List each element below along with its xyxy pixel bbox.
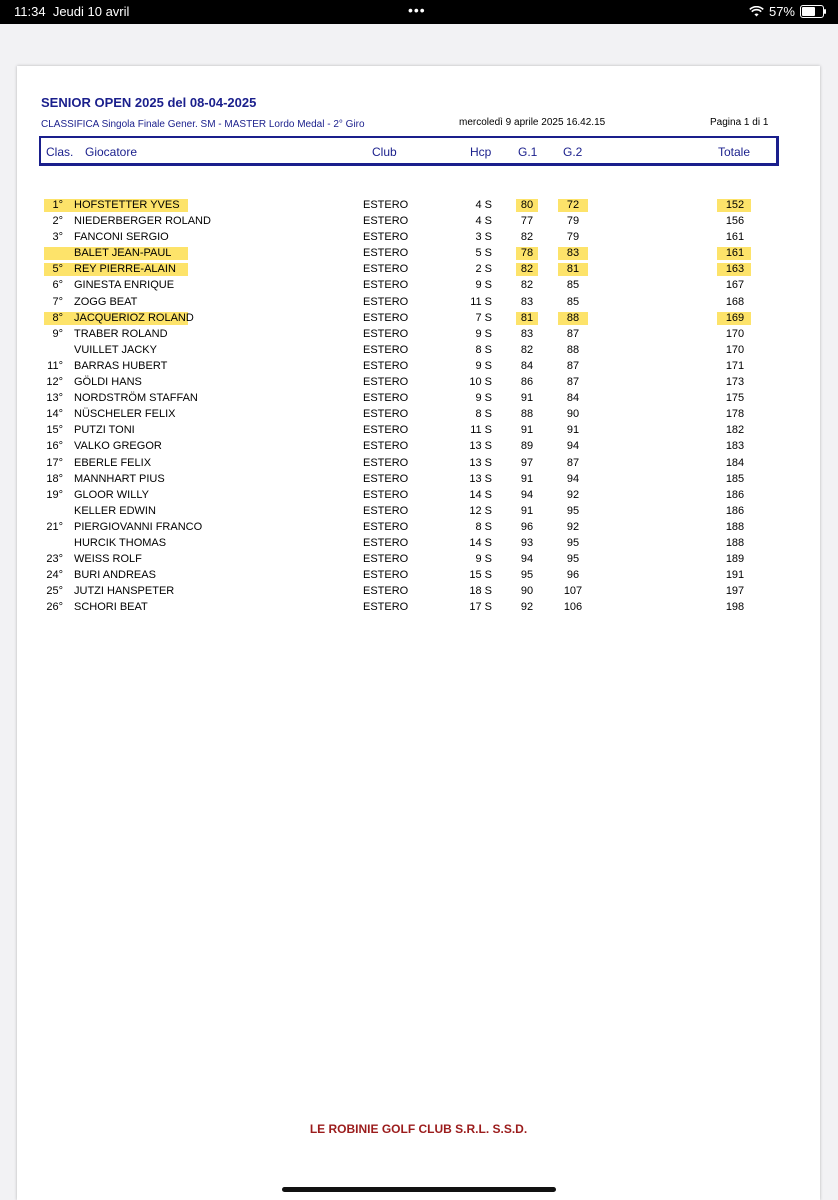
cell-rank: 9° bbox=[52, 327, 63, 340]
cell-g2: 92 bbox=[566, 520, 580, 533]
cell-hcp: 9 S bbox=[475, 279, 492, 292]
cell-total: 197 bbox=[725, 585, 745, 598]
cell-total: 156 bbox=[725, 215, 745, 228]
cell-name: SCHORI BEAT bbox=[74, 601, 148, 614]
cell-g1: 92 bbox=[520, 601, 534, 614]
cell-club: ESTERO bbox=[363, 327, 409, 340]
cell-name: KELLER EDWIN bbox=[74, 504, 156, 517]
cell-club: ESTERO bbox=[363, 472, 409, 485]
cell-name: PIERGIOVANNI FRANCO bbox=[74, 520, 203, 533]
cell-g2: 106 bbox=[563, 601, 583, 614]
cell-total: 152 bbox=[725, 199, 745, 211]
cell-g1: 93 bbox=[520, 536, 534, 549]
cell-rank: 17° bbox=[46, 456, 63, 469]
cell-club: ESTERO bbox=[363, 569, 409, 582]
col-header-g2: G.2 bbox=[563, 145, 583, 159]
cell-g2: 79 bbox=[566, 215, 580, 228]
col-header-player: Giocatore bbox=[85, 145, 138, 159]
cell-total: 198 bbox=[725, 601, 745, 614]
cell-g1: 96 bbox=[520, 520, 534, 533]
status-time: 11:34 bbox=[14, 4, 46, 19]
cell-club: ESTERO bbox=[363, 520, 409, 533]
cell-total: 171 bbox=[725, 359, 745, 372]
cell-club: ESTERO bbox=[363, 247, 409, 260]
table-row bbox=[17, 584, 820, 600]
cell-rank: 23° bbox=[46, 553, 63, 566]
cell-g1: 91 bbox=[520, 424, 534, 437]
cell-club: ESTERO bbox=[363, 553, 409, 566]
cell-g1: 88 bbox=[520, 408, 534, 421]
battery-percent: 57% bbox=[768, 4, 795, 19]
cell-total: 161 bbox=[725, 247, 745, 260]
cell-g2: 94 bbox=[566, 440, 580, 453]
cell-rank: 11° bbox=[47, 359, 63, 372]
cell-total: 163 bbox=[725, 263, 745, 276]
cell-rank: 24° bbox=[46, 569, 63, 582]
cell-g2: 96 bbox=[566, 569, 580, 582]
cell-total: 175 bbox=[725, 392, 745, 405]
cell-name: MANNHART PIUS bbox=[74, 472, 165, 485]
cell-hcp: 9 S bbox=[475, 392, 492, 405]
status-time-date bbox=[14, 4, 129, 19]
cell-club: ESTERO bbox=[363, 440, 409, 453]
cell-name: JACQUERIOZ ROLAND bbox=[74, 311, 194, 324]
cell-name: REY PIERRE-ALAIN bbox=[74, 263, 176, 276]
cell-hcp: 13 S bbox=[469, 472, 492, 485]
home-indicator[interactable] bbox=[282, 1187, 556, 1192]
cell-g2: 85 bbox=[566, 279, 580, 292]
table-row bbox=[17, 327, 820, 343]
cell-club: ESTERO bbox=[363, 456, 409, 469]
cell-g2: 84 bbox=[566, 392, 580, 405]
cell-hcp: 9 S bbox=[475, 359, 492, 372]
cell-club: ESTERO bbox=[363, 601, 409, 614]
cell-g2: 85 bbox=[566, 295, 580, 308]
cell-g2: 87 bbox=[566, 376, 580, 389]
cell-hcp: 8 S bbox=[475, 520, 492, 533]
multitasking-dots-icon[interactable]: ••• bbox=[408, 2, 426, 18]
wifi-icon bbox=[749, 6, 764, 17]
cell-g1: 82 bbox=[520, 279, 534, 292]
table-row bbox=[17, 423, 820, 439]
cell-name: GÖLDI HANS bbox=[74, 376, 142, 389]
document-title: SENIOR OPEN 2025 del 08-04-2025 bbox=[41, 95, 257, 110]
cell-club: ESTERO bbox=[363, 199, 409, 211]
table-row bbox=[17, 262, 820, 278]
col-header-hcp: Hcp bbox=[470, 145, 492, 159]
table-row bbox=[17, 278, 820, 294]
table-row bbox=[17, 600, 820, 616]
cell-club: ESTERO bbox=[363, 536, 409, 549]
table-row bbox=[17, 230, 820, 246]
table-header bbox=[39, 136, 779, 166]
table-row bbox=[17, 488, 820, 504]
cell-g1: 91 bbox=[520, 504, 534, 517]
cell-g1: 86 bbox=[520, 376, 534, 389]
table-row bbox=[17, 552, 820, 568]
document-subtitle: CLASSIFICA Singola Finale Gener. SM - MASTER Lordo Medal - 2° Giro bbox=[41, 119, 365, 130]
cell-rank: 12° bbox=[46, 376, 63, 389]
cell-name: EBERLE FELIX bbox=[74, 456, 152, 469]
cell-name: VUILLET JACKY bbox=[74, 343, 157, 356]
cell-rank: 15° bbox=[46, 424, 63, 437]
cell-g1: 83 bbox=[520, 327, 534, 340]
cell-hcp: 14 S bbox=[469, 488, 492, 501]
cell-g1: 95 bbox=[520, 569, 534, 582]
cell-total: 186 bbox=[725, 504, 745, 517]
table-row bbox=[17, 359, 820, 375]
cell-total: 167 bbox=[725, 279, 745, 292]
cell-name: HOFSTETTER YVES bbox=[74, 199, 180, 211]
cell-g1: 91 bbox=[520, 472, 534, 485]
cell-g2: 88 bbox=[566, 311, 580, 324]
cell-name: ZOGG BEAT bbox=[74, 295, 138, 308]
cell-rank: 26° bbox=[46, 601, 63, 614]
cell-g2: 87 bbox=[566, 327, 580, 340]
cell-rank: 8° bbox=[52, 311, 63, 324]
cell-total: 183 bbox=[725, 440, 745, 453]
cell-total: 185 bbox=[725, 472, 745, 485]
cell-g1: 89 bbox=[520, 440, 534, 453]
table-row bbox=[17, 311, 820, 327]
cell-club: ESTERO bbox=[363, 343, 409, 356]
cell-hcp: 14 S bbox=[469, 536, 492, 549]
cell-club: ESTERO bbox=[363, 376, 409, 389]
table-row bbox=[17, 214, 820, 230]
cell-g2: 90 bbox=[566, 408, 580, 421]
cell-hcp: 9 S bbox=[475, 553, 492, 566]
cell-g2: 94 bbox=[566, 472, 580, 485]
cell-g2: 107 bbox=[563, 585, 583, 598]
col-header-rank: Clas. bbox=[46, 145, 74, 159]
cell-club: ESTERO bbox=[363, 504, 409, 517]
cell-rank: 2° bbox=[52, 215, 63, 228]
cell-hcp: 15 S bbox=[469, 569, 492, 582]
cell-name: NIEDERBERGER ROLAND bbox=[74, 215, 211, 228]
cell-g2: 88 bbox=[566, 343, 580, 356]
cell-hcp: 11 S bbox=[470, 295, 492, 308]
cell-g1: 94 bbox=[520, 488, 534, 501]
cell-rank: 18° bbox=[46, 472, 63, 485]
cell-hcp: 18 S bbox=[469, 585, 492, 598]
cell-total: 186 bbox=[725, 488, 745, 501]
cell-total: 182 bbox=[725, 424, 745, 437]
cell-rank: 19° bbox=[46, 488, 63, 501]
cell-rank: 3° bbox=[52, 231, 63, 244]
cell-name: WEISS ROLF bbox=[74, 553, 142, 566]
cell-rank: 1° bbox=[52, 199, 63, 211]
cell-total: 170 bbox=[725, 343, 745, 356]
cell-name: BURI ANDREAS bbox=[74, 569, 156, 582]
table-row bbox=[17, 295, 820, 311]
page-number: Pagina 1 di 1 bbox=[710, 117, 769, 128]
cell-g1: 80 bbox=[520, 199, 534, 211]
cell-club: ESTERO bbox=[363, 311, 409, 324]
cell-g2: 95 bbox=[566, 536, 580, 549]
table-row bbox=[17, 520, 820, 536]
table-row bbox=[17, 536, 820, 552]
table-row bbox=[17, 375, 820, 391]
cell-club: ESTERO bbox=[363, 392, 409, 405]
cell-club: ESTERO bbox=[363, 424, 409, 437]
cell-g2: 83 bbox=[566, 247, 580, 260]
cell-hcp: 12 S bbox=[469, 504, 492, 517]
cell-g2: 92 bbox=[566, 488, 580, 501]
col-header-club: Club bbox=[372, 145, 397, 159]
cell-name: BARRAS HUBERT bbox=[74, 359, 168, 372]
cell-hcp: 11 S bbox=[470, 424, 492, 437]
cell-g1: 83 bbox=[520, 295, 534, 308]
cell-name: NÜSCHELER FELIX bbox=[74, 408, 176, 421]
cell-club: ESTERO bbox=[363, 488, 409, 501]
table-row bbox=[17, 407, 820, 423]
table-row bbox=[17, 246, 820, 262]
cell-rank: 13° bbox=[46, 392, 63, 405]
cell-g1: 77 bbox=[520, 215, 534, 228]
cell-club: ESTERO bbox=[363, 408, 409, 421]
cell-total: 169 bbox=[725, 311, 745, 324]
table-row bbox=[17, 391, 820, 407]
cell-g2: 95 bbox=[566, 553, 580, 566]
cell-total: 189 bbox=[725, 553, 745, 566]
cell-rank: 5° bbox=[52, 263, 63, 276]
cell-hcp: 10 S bbox=[469, 376, 492, 389]
cell-g1: 84 bbox=[520, 359, 534, 372]
cell-name: GINESTA ENRIQUE bbox=[74, 279, 175, 292]
cell-g1: 82 bbox=[520, 343, 534, 356]
table-row bbox=[17, 568, 820, 584]
cell-hcp: 4 S bbox=[475, 199, 492, 211]
cell-g1: 82 bbox=[520, 263, 534, 276]
cell-g1: 81 bbox=[520, 311, 534, 324]
print-datetime: mercoledì 9 aprile 2025 16.42.15 bbox=[459, 117, 606, 128]
cell-rank: 16° bbox=[46, 440, 63, 453]
cell-club: ESTERO bbox=[363, 585, 409, 598]
cell-hcp: 8 S bbox=[475, 408, 492, 421]
cell-g1: 78 bbox=[520, 247, 534, 260]
cell-hcp: 8 S bbox=[475, 343, 492, 356]
cell-total: 178 bbox=[725, 408, 745, 421]
cell-total: 191 bbox=[725, 569, 745, 582]
cell-name: PUTZI TONI bbox=[74, 424, 135, 437]
cell-rank: 25° bbox=[46, 585, 63, 598]
status-bar bbox=[0, 0, 838, 24]
cell-rank: 14° bbox=[46, 408, 63, 421]
cell-g1: 90 bbox=[520, 585, 534, 598]
cell-rank: 21° bbox=[46, 520, 63, 533]
club-footer: LE ROBINIE GOLF CLUB S.R.L. S.S.D. bbox=[309, 1122, 528, 1136]
cell-name: TRABER ROLAND bbox=[74, 327, 168, 340]
cell-hcp: 13 S bbox=[469, 456, 492, 469]
cell-club: ESTERO bbox=[363, 295, 409, 308]
col-header-total: Totale bbox=[718, 145, 751, 159]
cell-name: BALET JEAN-PAUL bbox=[74, 247, 172, 260]
cell-total: 173 bbox=[725, 376, 745, 389]
cell-g2: 81 bbox=[566, 263, 580, 276]
cell-club: ESTERO bbox=[363, 279, 409, 292]
cell-club: ESTERO bbox=[363, 359, 409, 372]
cell-g1: 94 bbox=[520, 553, 534, 566]
cell-hcp: 4 S bbox=[475, 215, 492, 228]
results-table bbox=[17, 198, 820, 616]
cell-hcp: 5 S bbox=[475, 247, 492, 260]
table-row bbox=[17, 343, 820, 359]
cell-total: 170 bbox=[725, 327, 745, 340]
cell-g2: 72 bbox=[566, 199, 580, 211]
cell-g1: 82 bbox=[520, 231, 534, 244]
cell-hcp: 2 S bbox=[475, 263, 492, 276]
cell-hcp: 13 S bbox=[469, 440, 492, 453]
cell-g2: 91 bbox=[566, 424, 580, 437]
table-row bbox=[17, 456, 820, 472]
cell-club: ESTERO bbox=[363, 215, 409, 228]
cell-hcp: 3 S bbox=[475, 231, 492, 244]
cell-name: GLOOR WILLY bbox=[74, 488, 149, 501]
cell-club: ESTERO bbox=[363, 263, 409, 276]
cell-g1: 97 bbox=[520, 456, 534, 469]
cell-g1: 91 bbox=[520, 392, 534, 405]
table-row bbox=[17, 439, 820, 455]
cell-name: JUTZI HANSPETER bbox=[74, 585, 175, 598]
status-indicators bbox=[749, 4, 824, 19]
cell-total: 188 bbox=[725, 520, 745, 533]
cell-name: NORDSTRÖM STAFFAN bbox=[74, 392, 198, 405]
table-row bbox=[17, 504, 820, 520]
cell-total: 168 bbox=[725, 295, 745, 308]
col-header-g1: G.1 bbox=[518, 145, 538, 159]
table-row bbox=[17, 198, 820, 214]
cell-g2: 87 bbox=[566, 359, 580, 372]
cell-club: ESTERO bbox=[363, 231, 409, 244]
cell-name: VALKO GREGOR bbox=[74, 440, 162, 453]
cell-name: FANCONI SERGIO bbox=[74, 231, 169, 244]
status-date: Jeudi 10 avril bbox=[52, 4, 130, 19]
cell-total: 161 bbox=[725, 231, 745, 244]
cell-total: 188 bbox=[725, 536, 745, 549]
cell-total: 184 bbox=[725, 456, 745, 469]
document-page bbox=[17, 66, 820, 1200]
cell-hcp: 17 S bbox=[469, 601, 492, 614]
battery-icon bbox=[800, 5, 824, 18]
table-row bbox=[17, 472, 820, 488]
cell-g2: 79 bbox=[566, 231, 580, 244]
cell-rank: 7° bbox=[52, 295, 63, 308]
cell-hcp: 9 S bbox=[475, 327, 492, 340]
cell-rank: 6° bbox=[52, 279, 63, 292]
cell-g2: 87 bbox=[566, 456, 580, 469]
cell-hcp: 7 S bbox=[475, 311, 492, 324]
cell-name: HURCIK THOMAS bbox=[74, 536, 167, 549]
cell-g2: 95 bbox=[566, 504, 580, 517]
